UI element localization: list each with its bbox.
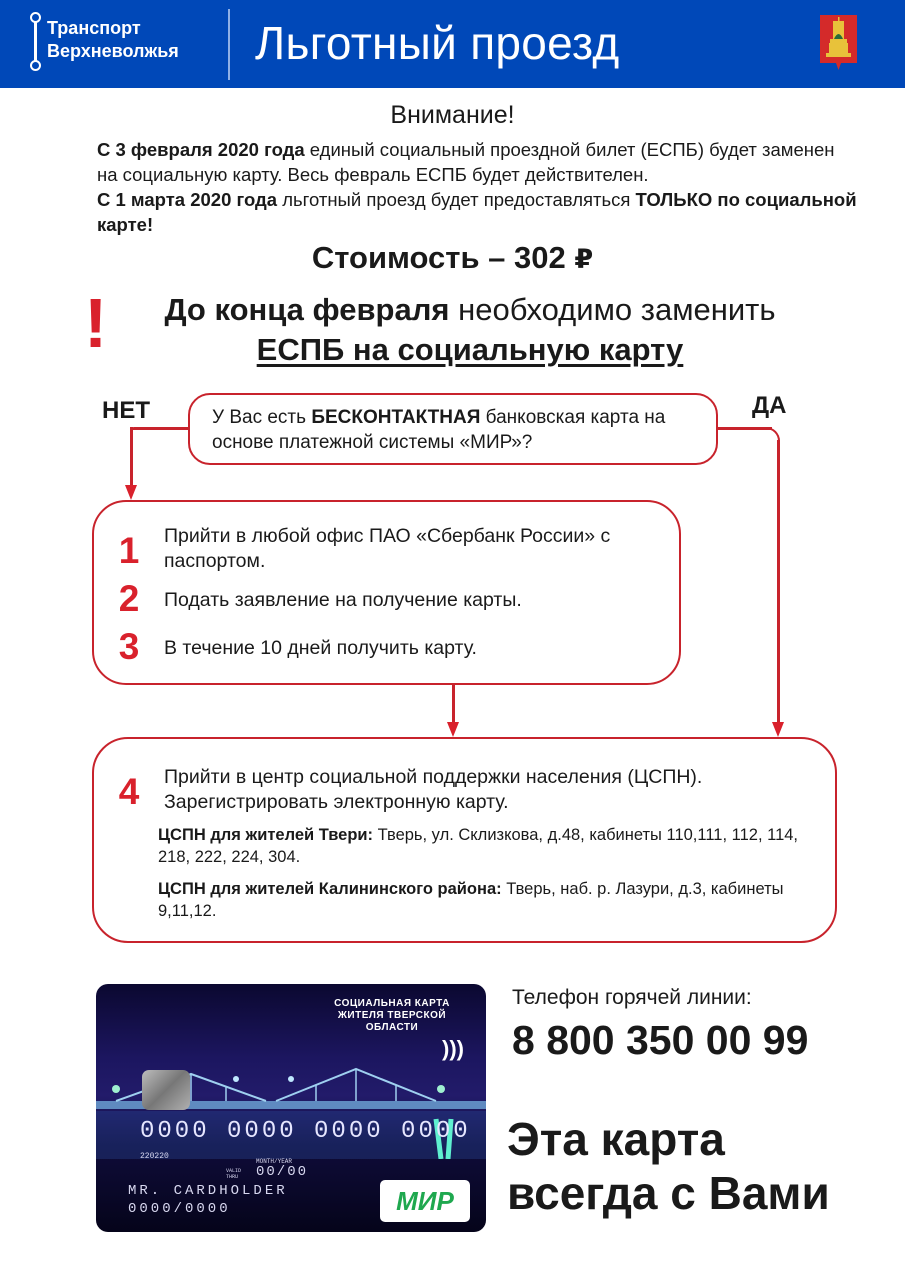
hotline-number[interactable]: 8 800 350 00 99 — [512, 1017, 809, 1063]
office-kalinin — [158, 878, 828, 922]
office-tver — [158, 824, 828, 868]
card-number: 0000 0000 0000 0000 — [140, 1118, 471, 1145]
notice-text — [97, 137, 857, 237]
question-box — [188, 393, 718, 465]
tver-coat-of-arms-icon — [820, 15, 857, 70]
card-code: 220220 — [140, 1152, 169, 1161]
route-line-icon — [34, 16, 37, 64]
card-valid-thru: VALID THRU — [226, 1168, 242, 1180]
step-number: 3 — [118, 626, 140, 667]
brand-logo-text — [47, 17, 179, 63]
price-line — [0, 238, 905, 279]
slogan-line2: всегда с Вами — [507, 1167, 830, 1219]
step-number: 2 — [118, 578, 140, 619]
route-dot-icon — [30, 60, 41, 71]
step-3 — [94, 626, 477, 668]
step-number: 1 — [118, 530, 140, 571]
no-connector-down — [130, 427, 133, 487]
no-connector — [131, 427, 190, 430]
route-dot-icon — [30, 12, 41, 23]
card-holder: MR. CARDHOLDER — [128, 1183, 288, 1199]
steps-box — [92, 500, 681, 685]
notice-p1: единый социальный проездной билет (ЕСПБ) будет заменен на социальную карту. Весь февраль ЕСПБ будет действителен. — [97, 139, 835, 185]
price-label: Стоимость – 302 — [311, 240, 566, 275]
replace-callout — [110, 290, 830, 370]
notice-p2: льготный проезд будет предоставляться — [277, 189, 636, 210]
step-text: Прийти в центр социальной поддержки населения (ЦСПН). Зарегистрировать электронную карту. — [164, 766, 703, 813]
card-month-year: MONTH/YEAR — [256, 1158, 293, 1165]
ruble-icon: ₽ — [574, 244, 594, 274]
mir-logo-icon: МИР — [380, 1180, 470, 1222]
contactless-icon: ))) — [442, 1036, 464, 1061]
header-divider — [228, 9, 230, 80]
brand-line2: Верхневолжья — [47, 41, 179, 61]
office-tver-label: ЦСПН для жителей Твери: — [158, 826, 374, 844]
yes-connector-down — [777, 440, 780, 723]
office-kalinin-label: ЦСПН для жителей Калининского района: — [158, 880, 502, 898]
chip-icon — [142, 1070, 190, 1110]
notice-only-social: ТОЛЬКО по социальной карте! — [97, 189, 857, 235]
brand-line1: Транспорт — [47, 18, 141, 38]
slogan — [507, 1112, 830, 1220]
notice-date1: С 3 февраля 2020 года — [97, 139, 305, 160]
step-1 — [94, 524, 664, 574]
question-bold: БЕСКОНТАКТНАЯ — [311, 407, 481, 428]
slogan-line1: Эта карта — [507, 1113, 725, 1165]
arrow-down-icon — [447, 722, 459, 737]
final-step-box — [92, 737, 837, 943]
no-label: НЕТ — [102, 397, 150, 424]
card-expiry: 00/00 — [256, 1164, 309, 1180]
notice-date2: С 1 марта 2020 года — [97, 189, 278, 210]
social-card-image — [96, 984, 486, 1232]
step-2 — [94, 578, 522, 620]
replace-target: ЕСПБ на социальную карту — [256, 332, 684, 367]
yes-label: ДА — [752, 392, 787, 419]
office-tver-address: Тверь, ул. Склизкова, д.48, кабинеты 110,111, 112, 114, 218, 222, 224, 304. — [158, 826, 799, 866]
card-title: СОЦИАЛЬНАЯ КАРТА ЖИТЕЛЯ ТВЕРСКОЙ ОБЛАСТИ — [334, 998, 450, 1033]
step-text: Прийти в любой офис ПАО «Сбербанк России» с паспортом. — [164, 525, 611, 572]
step-text: Подать заявление на получение карты. — [164, 589, 522, 611]
step-number: 4 — [118, 771, 140, 812]
steps-connector — [452, 684, 455, 724]
exclamation-icon: ! — [84, 284, 108, 362]
arrow-down-icon — [125, 485, 137, 500]
card-holder-code: 0000/0000 — [128, 1201, 231, 1217]
arrow-down-icon — [772, 722, 784, 737]
step-4 — [94, 765, 824, 815]
office-kalinin-address: Тверь, наб. р. Лазури, д.3, кабинеты 9,11,12. — [158, 880, 784, 920]
question-post: банковская карта на основе платежной системы «МИР»? — [212, 407, 666, 453]
attention-heading: Внимание! — [390, 101, 515, 129]
header-banner — [0, 0, 905, 88]
page-title: Льготный проезд — [255, 17, 620, 69]
hotline-label: Телефон горячей линии: — [512, 986, 752, 1009]
deadline-bold: До конца февраля — [164, 292, 450, 327]
step-text: В течение 10 дней получить карту. — [164, 637, 477, 659]
question-pre: У Вас есть — [212, 407, 312, 428]
deadline-text: необходимо заменить — [449, 292, 776, 327]
